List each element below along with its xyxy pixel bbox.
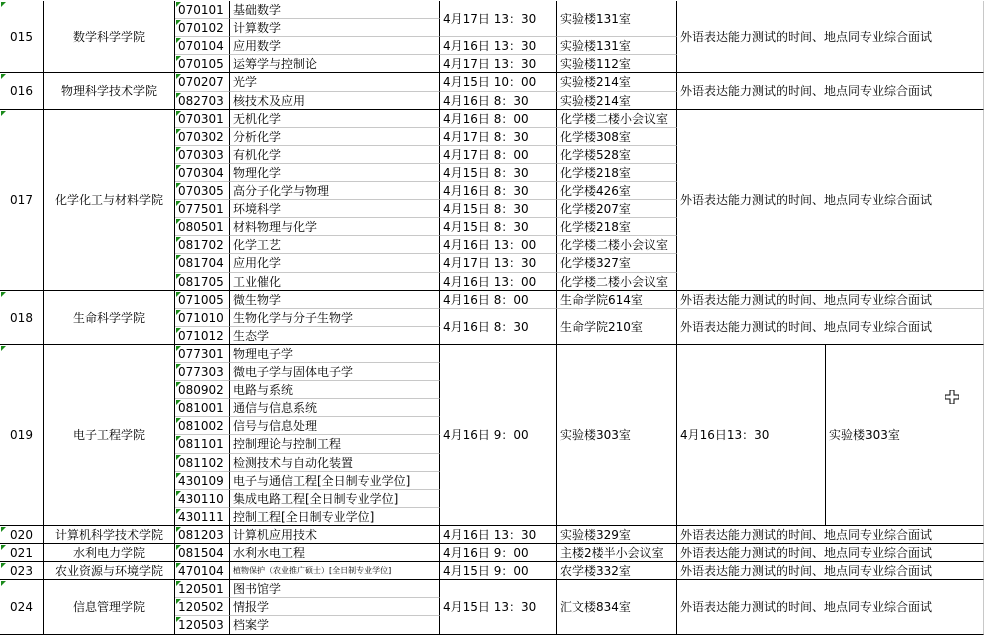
major-name-cell[interactable]: 应用数学: [230, 37, 440, 55]
major-name-cell[interactable]: 水利水电工程: [230, 544, 440, 562]
cell-comment-marker-icon: [176, 545, 181, 550]
major-name-cell[interactable]: 控制理论与控制工程: [230, 435, 440, 454]
group-number-cell[interactable]: 023: [0, 562, 44, 580]
cell-comment-marker-icon: [1, 527, 6, 532]
interview-time-cell[interactable]: 4月16日 8：00: [440, 291, 557, 309]
cell-comment-marker-icon: [1, 581, 6, 586]
remark-cell[interactable]: 外语表达能力测试的时间、地点同专业综合面试: [677, 544, 984, 562]
interview-time-cell[interactable]: 4月15日 10：00: [440, 73, 557, 92]
major-code-cell[interactable]: 070102: [175, 19, 230, 37]
cell-comment-marker-icon: [1, 2, 6, 7]
crosshair-cursor-icon: [945, 390, 959, 404]
major-code-cell[interactable]: 077501: [175, 200, 230, 218]
cell-comment-marker-icon: [176, 237, 181, 242]
interview-place-cell[interactable]: 实验楼214室: [557, 92, 677, 110]
group-number-cell[interactable]: 018: [0, 291, 44, 345]
college-name-cell[interactable]: 信息管理学院: [44, 580, 175, 635]
group-number-cell[interactable]: 017: [0, 110, 44, 291]
major-name-cell[interactable]: 计算机应用技术: [230, 526, 440, 544]
major-name-cell[interactable]: 通信与信息系统: [230, 399, 440, 417]
cell-comment-marker-icon: [176, 129, 181, 134]
cell-comment-marker-icon: [176, 527, 181, 532]
major-code-cell[interactable]: 070305: [175, 182, 230, 200]
interview-time-cell[interactable]: 4月15日 8：30: [440, 164, 557, 182]
major-name-cell[interactable]: 植物保护（农业推广硕士）[全日制专业学位]: [230, 562, 440, 580]
cell-comment-marker-icon: [176, 165, 181, 170]
major-code-cell[interactable]: 081002: [175, 417, 230, 435]
major-code-cell[interactable]: 081704: [175, 254, 230, 273]
cell-comment-marker-icon: [176, 56, 181, 61]
interview-place-cell[interactable]: 主楼2楼半小会议室: [557, 544, 677, 562]
major-code-cell[interactable]: 430110: [175, 490, 230, 508]
interview-time-cell[interactable]: 4月16日 13：30: [440, 37, 557, 55]
major-name-cell[interactable]: 电子与通信工程[全日制专业学位]: [230, 472, 440, 490]
interview-place-cell[interactable]: 实验楼131室: [557, 37, 677, 55]
interview-time-cell[interactable]: 4月15日 13：30: [440, 580, 557, 635]
major-code-cell[interactable]: 081101: [175, 435, 230, 454]
interview-place-cell[interactable]: 化学楼218室: [557, 218, 677, 236]
major-code-cell[interactable]: 082703: [175, 92, 230, 110]
major-name-cell[interactable]: 档案学: [230, 616, 440, 635]
interview-time-cell[interactable]: 4月16日 8：30: [440, 309, 557, 345]
interview-place-cell[interactable]: 化学楼二楼小会议室: [557, 236, 677, 254]
cell-comment-marker-icon: [176, 219, 181, 224]
remark-cell[interactable]: 外语表达能力测试的时间、地点同专业综合面试: [677, 309, 984, 345]
major-code-cell[interactable]: 120503: [175, 616, 230, 635]
interview-time-cell[interactable]: 4月16日 13：00: [440, 273, 557, 291]
major-name-cell[interactable]: 控制工程[全日制专业学位]: [230, 508, 440, 526]
interview-place-cell[interactable]: 化学楼二楼小会议室: [557, 273, 677, 291]
cell-comment-marker-icon: [176, 436, 181, 441]
cell-comment-marker-icon: [176, 599, 181, 604]
cell-comment-marker-icon: [176, 400, 181, 405]
interview-time-cell[interactable]: 4月16日 9：00: [440, 544, 557, 562]
cell-comment-marker-icon: [176, 473, 181, 478]
interview-time-cell[interactable]: 4月15日 8：30: [440, 218, 557, 236]
major-name-cell[interactable]: 微电子学与固体电子学: [230, 363, 440, 381]
cell-comment-marker-icon: [176, 93, 181, 98]
cell-comment-marker-icon: [176, 382, 181, 387]
major-code-cell[interactable]: 470104: [175, 562, 230, 580]
major-name-cell[interactable]: 情报学: [230, 598, 440, 616]
english-test-time-cell[interactable]: 4月16日13：30: [677, 345, 826, 526]
major-code-cell[interactable]: 081705: [175, 273, 230, 291]
cell-comment-marker-icon: [176, 201, 181, 206]
major-code-cell[interactable]: 081702: [175, 236, 230, 254]
major-code-cell[interactable]: 430109: [175, 472, 230, 490]
major-code-cell[interactable]: 080501: [175, 218, 230, 236]
interview-time-cell[interactable]: 4月15日 9：00: [440, 562, 557, 580]
major-name-cell[interactable]: 应用化学: [230, 254, 440, 273]
major-name-cell[interactable]: 计算数学: [230, 19, 440, 37]
college-name-cell[interactable]: 生命科学学院: [44, 291, 175, 345]
major-code-cell[interactable]: 070104: [175, 37, 230, 55]
interview-time-cell[interactable]: 4月17日 8：00: [440, 146, 557, 164]
major-name-cell[interactable]: 图书馆学: [230, 580, 440, 598]
group-number-cell[interactable]: 016: [0, 73, 44, 110]
major-name-cell[interactable]: 运筹学与控制论: [230, 55, 440, 73]
cell-comment-marker-icon: [176, 292, 181, 297]
major-code-cell[interactable]: 081504: [175, 544, 230, 562]
major-name-cell[interactable]: 物理电子学: [230, 345, 440, 363]
college-name-cell[interactable]: 电子工程学院: [44, 345, 175, 526]
interview-time-cell[interactable]: 4月16日 8：30: [440, 182, 557, 200]
major-name-cell[interactable]: 信号与信息处理: [230, 417, 440, 435]
interview-place-cell[interactable]: 化学楼327室: [557, 254, 677, 273]
group-number-cell[interactable]: 021: [0, 544, 44, 562]
interview-time-cell[interactable]: 4月17日 13：30: [440, 55, 557, 73]
major-code-cell[interactable]: 120502: [175, 598, 230, 616]
major-name-cell[interactable]: 分析化学: [230, 128, 440, 146]
english-test-place-cell[interactable]: 实验楼303室: [826, 345, 984, 526]
cell-comment-marker-icon: [1, 563, 6, 568]
major-code-cell[interactable]: 120501: [175, 580, 230, 598]
interview-place-cell[interactable]: 实验楼214室: [557, 73, 677, 92]
cell-comment-marker-icon: [176, 38, 181, 43]
college-name-cell[interactable]: 农业资源与环境学院: [44, 562, 175, 580]
major-code-cell[interactable]: 077301: [175, 345, 230, 363]
college-name-cell[interactable]: 数学科学学院: [44, 1, 175, 73]
interview-time-cell[interactable]: 4月17日 13：30: [440, 254, 557, 273]
major-name-cell[interactable]: 光学: [230, 73, 440, 92]
interview-time-cell[interactable]: 4月15日 8：30: [440, 200, 557, 218]
group-number-cell[interactable]: 020: [0, 526, 44, 544]
major-code-cell[interactable]: 081001: [175, 399, 230, 417]
interview-place-cell[interactable]: 实验楼131室: [557, 1, 677, 37]
group-number-cell[interactable]: 024: [0, 580, 44, 635]
major-name-cell[interactable]: 材料物理与化学: [230, 218, 440, 236]
interview-time-cell[interactable]: 4月16日 8：00: [440, 110, 557, 128]
cell-comment-marker-icon: [176, 183, 181, 188]
cell-comment-marker-icon: [176, 418, 181, 423]
major-code-cell[interactable]: 071012: [175, 327, 230, 345]
major-name-cell[interactable]: 高分子化学与物理: [230, 182, 440, 200]
cell-comment-marker-icon: [176, 328, 181, 333]
remark-cell[interactable]: 外语表达能力测试的时间、地点同专业综合面试: [677, 110, 984, 291]
cell-comment-marker-icon: [176, 74, 181, 79]
cell-comment-marker-icon: [176, 491, 181, 496]
interview-time-cell[interactable]: 4月17日 8：30: [440, 128, 557, 146]
cell-comment-marker-icon: [176, 563, 181, 568]
major-name-cell[interactable]: 基础数学: [230, 1, 440, 19]
cell-comment-marker-icon: [176, 111, 181, 116]
remark-cell[interactable]: 外语表达能力测试的时间、地点同专业综合面试: [677, 73, 984, 110]
major-code-cell[interactable]: 070101: [175, 1, 230, 19]
interview-place-cell[interactable]: 实验楼329室: [557, 526, 677, 544]
cell-comment-marker-icon: [176, 20, 181, 25]
cell-comment-marker-icon: [176, 364, 181, 369]
interview-place-cell[interactable]: 实验楼303室: [557, 345, 677, 526]
cell-comment-marker-icon: [176, 274, 181, 279]
major-code-cell[interactable]: 070302: [175, 128, 230, 146]
major-name-cell[interactable]: 无机化学: [230, 110, 440, 128]
interview-time-cell[interactable]: 4月17日 13：30: [440, 1, 557, 37]
interview-place-cell[interactable]: 实验楼112室: [557, 55, 677, 73]
major-name-cell[interactable]: 微生物学: [230, 291, 440, 309]
interview-time-cell[interactable]: 4月16日 13：30: [440, 526, 557, 544]
major-code-cell[interactable]: 081203: [175, 526, 230, 544]
major-code-cell[interactable]: 070301: [175, 110, 230, 128]
cell-comment-marker-icon: [176, 455, 181, 460]
major-name-cell[interactable]: 化学工艺: [230, 236, 440, 254]
remark-cell[interactable]: 外语表达能力测试的时间、地点同专业综合面试: [677, 580, 984, 635]
cell-comment-marker-icon: [1, 346, 6, 351]
major-name-cell[interactable]: 有机化学: [230, 146, 440, 164]
major-code-cell[interactable]: 071010: [175, 309, 230, 327]
major-code-cell[interactable]: 077303: [175, 363, 230, 381]
major-code-cell[interactable]: 070304: [175, 164, 230, 182]
interview-time-cell[interactable]: 4月16日 9：00: [440, 345, 557, 526]
major-name-cell[interactable]: 电路与系统: [230, 381, 440, 399]
cell-comment-marker-icon: [176, 2, 181, 7]
remark-cell[interactable]: 外语表达能力测试的时间、地点同专业综合面试: [677, 291, 984, 309]
cell-comment-marker-icon: [176, 581, 181, 586]
college-name-cell[interactable]: 计算机科学技术学院: [44, 526, 175, 544]
cell-comment-marker-icon: [1, 545, 6, 550]
major-name-cell[interactable]: 工业催化: [230, 273, 440, 291]
college-name-cell[interactable]: 水利电力学院: [44, 544, 175, 562]
remark-cell[interactable]: 外语表达能力测试的时间、地点同专业综合面试: [677, 562, 984, 580]
college-name-cell[interactable]: 物理科学技术学院: [44, 73, 175, 110]
group-number-cell[interactable]: 015: [0, 1, 44, 73]
interview-place-cell[interactable]: 化学楼426室: [557, 182, 677, 200]
interview-time-cell[interactable]: 4月16日 13：00: [440, 236, 557, 254]
interview-place-cell[interactable]: 化学楼218室: [557, 164, 677, 182]
interview-time-cell[interactable]: 4月16日 8：30: [440, 92, 557, 110]
interview-place-cell[interactable]: 农学楼332室: [557, 562, 677, 580]
major-code-cell[interactable]: 070303: [175, 146, 230, 164]
remark-cell[interactable]: 外语表达能力测试的时间、地点同专业综合面试: [677, 1, 984, 73]
major-code-cell[interactable]: 080902: [175, 381, 230, 399]
interview-place-cell[interactable]: 化学楼二楼小会议室: [557, 110, 677, 128]
interview-place-cell[interactable]: 化学楼528室: [557, 146, 677, 164]
interview-place-cell[interactable]: 化学楼308室: [557, 128, 677, 146]
major-name-cell[interactable]: 检测技术与自动化装置: [230, 454, 440, 472]
cell-comment-marker-icon: [176, 255, 181, 260]
cell-comment-marker-icon: [176, 346, 181, 351]
major-name-cell[interactable]: 环境科学: [230, 200, 440, 218]
group-number-cell[interactable]: 019: [0, 345, 44, 526]
major-code-cell[interactable]: 430111: [175, 508, 230, 526]
college-name-cell[interactable]: 化学化工与材料学院: [44, 110, 175, 291]
major-code-cell[interactable]: 070207: [175, 73, 230, 92]
major-code-cell[interactable]: 071005: [175, 291, 230, 309]
cell-comment-marker-icon: [1, 74, 6, 79]
major-code-cell[interactable]: 081102: [175, 454, 230, 472]
cell-comment-marker-icon: [1, 292, 6, 297]
interview-place-cell[interactable]: 化学楼207室: [557, 200, 677, 218]
cell-comment-marker-icon: [1, 111, 6, 116]
major-name-cell[interactable]: 核技术及应用: [230, 92, 440, 110]
cell-comment-marker-icon: [176, 310, 181, 315]
cell-comment-marker-icon: [176, 147, 181, 152]
major-name-cell[interactable]: 物理化学: [230, 164, 440, 182]
interview-place-cell[interactable]: 生命学院210室: [557, 309, 677, 345]
cell-comment-marker-icon: [176, 617, 181, 622]
cell-comment-marker-icon: [176, 509, 181, 514]
remark-cell[interactable]: 外语表达能力测试的时间、地点同专业综合面试: [677, 526, 984, 544]
major-name-cell[interactable]: 生态学: [230, 327, 440, 345]
major-name-cell[interactable]: 集成电路工程[全日制专业学位]: [230, 490, 440, 508]
interview-place-cell[interactable]: 生命学院614室: [557, 291, 677, 309]
interview-place-cell[interactable]: 汇文楼834室: [557, 580, 677, 635]
major-name-cell[interactable]: 生物化学与分子生物学: [230, 309, 440, 327]
major-code-cell[interactable]: 070105: [175, 55, 230, 73]
